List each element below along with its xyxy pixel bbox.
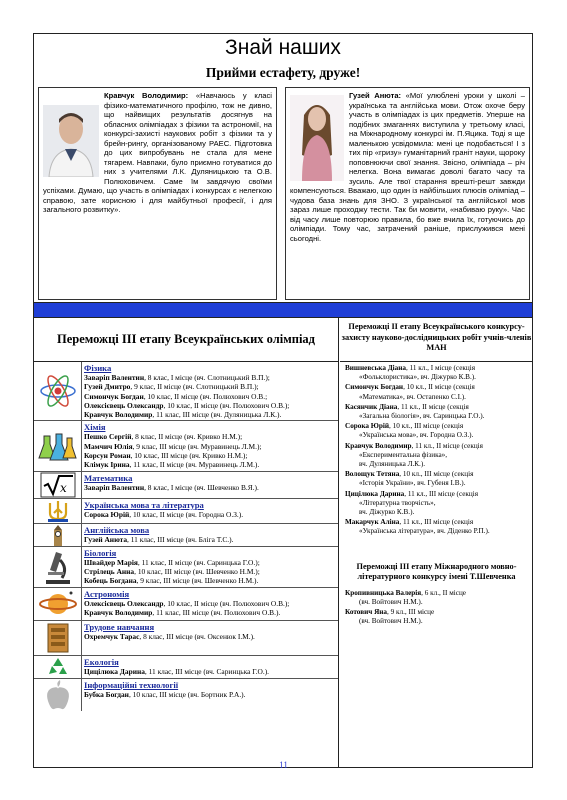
winner-details: , 11 кл., ІІ місце (секція (397, 402, 469, 411)
winner-section: «Експериментальна фізика», (359, 450, 448, 459)
winner-entry (84, 483, 335, 492)
subject-entries (82, 588, 338, 620)
subject-row (34, 362, 338, 421)
subject-row (34, 621, 338, 656)
winner-name: Заваріп Валентин (84, 373, 145, 382)
winner-section: (вч. Войтович Н.М.). (359, 597, 423, 606)
man-winner-entry (345, 442, 528, 470)
man-winner-entry (345, 470, 528, 488)
winner-entry (84, 451, 335, 460)
subject-name: Хімія (84, 422, 106, 433)
subject-row (34, 547, 338, 588)
winner-name: Гузей Дмитро (84, 382, 131, 392)
winner-details: , 8 клас, ІІ місце (вч. Кривко Н.М.); (131, 432, 243, 442)
winner-name: Цицілюка Дарина (345, 489, 405, 498)
man-winner-entry (345, 608, 528, 626)
winner-details: , 11 клас, ІІІ місце (вч. Дуляницька Л.К.). (152, 410, 282, 420)
winner-entry (84, 442, 335, 451)
subject-row (34, 421, 338, 471)
winner-name: Касянчик Діана (345, 402, 398, 411)
winner-details: , 9 клас, ІІІ місце (вч. Муравинець Л.М.); (132, 441, 262, 451)
winner-name: Цицілюка Дарина (84, 666, 145, 676)
planet-icon (34, 588, 82, 620)
winner-details: , 8 клас, ІІІ місце (вч. Оксенюк І.М.). (139, 631, 255, 641)
winner-details: , 9 клас, ІІІ місце (вч. Шевченко Н.М.). (136, 576, 259, 586)
winner-details: , 10 клас, ІІІ місце (вч. Шевченко Н.М.); (134, 566, 260, 576)
man-winner-entry (345, 403, 528, 421)
subject-row (34, 679, 338, 711)
winner-details: , 11 клас, ІІІ місце (вч. Полюхович О.В.). (152, 607, 281, 617)
winner-name: Кравчук Володимир (345, 441, 412, 450)
recycle-icon (34, 656, 82, 678)
man-winner-entry (345, 490, 528, 518)
subject-row (34, 472, 338, 499)
winner-details: , 6 кл., ІІ місце (421, 588, 466, 597)
winner-entry (84, 410, 335, 419)
student-photo-kravchuk (43, 105, 99, 177)
winner-name: Корсун Роман (84, 451, 131, 461)
winner-details: , 11 клас, ІІ місце (вч. Саринцька Г.О.); (137, 557, 260, 567)
winner-name: Котович Яна (345, 608, 388, 617)
shevchenko-contest-header: Переможці ІІІ етапу Міжнародного мовно-літературного конкурсу імені Т.Шевченка (356, 561, 517, 582)
winner-section: вч. Діжурко К.В.). (359, 508, 415, 517)
winner-details: , 10 клас, ІІ місце (вч. Полюхович О.В.); (163, 598, 290, 608)
winner-name: Пешко Сергій (84, 432, 132, 442)
atom-icon (34, 362, 82, 420)
winner-name: Охремчук Тарас (84, 631, 140, 641)
winner-section: «Історія України», вч. Губеня І.В.). (359, 479, 466, 488)
winner-name: Сорока Юрій (84, 509, 130, 519)
winner-details: , 9 кл., ІІІ місце (387, 608, 435, 617)
winner-name: Гузей Анюта (84, 534, 128, 544)
subject-name: Астрономія (84, 588, 130, 599)
student-photo-guzei (290, 95, 344, 181)
winner-name: Кобець Богдана (84, 576, 137, 586)
winner-name: Кропивницька Валерія (345, 588, 422, 597)
man-winner-entry (345, 364, 528, 382)
subject-row (34, 588, 338, 621)
winner-entry (84, 382, 335, 391)
winner-entry (84, 401, 335, 410)
trident-icon (34, 499, 82, 523)
winner-details: , 10 клас, ІІ місце (вч. Полюхович О.В.); (163, 400, 290, 410)
winner-details: , 10 кл., ІІІ місце (секція (399, 470, 474, 479)
subject-name: Математика (84, 472, 133, 483)
subject-name: Англійська мова (84, 524, 150, 535)
winner-name: Вишневська Діана (345, 364, 406, 372)
winner-section: вч. Дуляницька Л.К.). (359, 460, 426, 469)
bigben-icon (34, 524, 82, 546)
winner-section: «Українська література», вч. Діденко Р.П.). (359, 527, 490, 536)
blue-divider-band (33, 303, 533, 317)
know-ours-section (33, 33, 533, 303)
profile-quote-kravchuk: «Навчаюсь у класі фізико-математичного профілю, тож не дивно, що найвищих результатів досягнув на обласних олімпіадах з фізики та астрономії, на конкурсі-захисті наукових робіт з фізики та у брейн-рингу, організованому РАЕС. Підготовка до цих випробувань не стала для мене тягарем. Навпаки, було приємно готуватися до них з учителями Л.К. Дуляницькою та О.В. Полюховичем. Саме їм завдячую своїми успіхами. Думаю, що участь в олімпіадах і конкурсах є нелегкою справою, зате корисною і для майбутньої професії, і для загального розвитку». (43, 91, 272, 214)
winner-section: «Українська мова», вч. Городна О.З.). (359, 431, 474, 440)
winner-section: «Загальна біологія», вч. Саринцька Г.О.). (359, 412, 485, 421)
winner-details: , 10 клас, ІІ місце (вч. Полюхович О.В.; (143, 391, 268, 401)
winners-table (33, 317, 533, 768)
winner-details: , 10 клас, ІІІ місце (вч. Кривко Н.М.); (130, 451, 248, 461)
man-winner-entry (345, 589, 528, 607)
sqrt-icon (34, 472, 82, 498)
flask-icon (34, 421, 82, 470)
man-winners-header: Переможці ІІ етапу Всеукраїнського конкурсу-захисту науково-дослідницьких робіт учнів-членів МАН (340, 318, 533, 362)
winner-section: «Математика», вч. Остапенко С.І.). (359, 392, 466, 401)
winner-details: , 8 клас, І місце (вч. Слотницький В.П.); (144, 373, 270, 382)
profile-name-kravchuk: Кравчук Володимир: (104, 91, 189, 100)
winner-details: , 11 кл., ІІ місце (секція (411, 441, 483, 450)
subject-row (34, 524, 338, 547)
winner-name: Клімук Ірина (84, 460, 130, 470)
winner-entry (84, 432, 335, 441)
winner-name: Заваріп Валентин (84, 482, 145, 492)
winner-name: Макарчук Аліна (345, 518, 400, 527)
page-number: 11 (279, 760, 288, 770)
winner-entry (84, 567, 335, 576)
man-winners-column (340, 318, 533, 767)
winner-details: , 11 клас, ІІІ місце (вч. Саринцька Г.О.). (144, 666, 270, 676)
winner-name: Симончук Богдан (84, 391, 144, 401)
apple-icon (34, 679, 82, 711)
subject-entries (82, 621, 338, 655)
olympiad-winners-column (34, 318, 339, 767)
winner-details: , 9 клас, ІІ місце (вч. Слотницький В.П.); (130, 382, 259, 392)
winner-details: , 10 клас, ІІІ місце (вч. Бортник Р.А.). (128, 689, 246, 699)
winner-entry (84, 558, 335, 567)
subject-entries (82, 362, 338, 420)
winner-entry (84, 608, 335, 617)
winner-name: Кравчук Володимир (84, 410, 153, 420)
man-winner-entry (345, 383, 528, 401)
man-winner-entry (345, 422, 528, 440)
winner-name: Олексієвець Олександр (84, 598, 164, 608)
winner-name: Сорока Юрій (345, 422, 390, 431)
winner-name: Швайдер Марія (84, 557, 138, 567)
winner-section: «Фольклористика», вч. Діжурко К.В.). (359, 373, 476, 382)
winner-name: Волощук Тетяна (345, 470, 400, 479)
subject-entries (82, 499, 338, 523)
winner-name: Мамчич Юлія (84, 441, 133, 451)
winner-entry (84, 373, 335, 382)
profile-name-guzei: Гузей Анюта: (349, 91, 402, 100)
man-winners-list (340, 362, 533, 540)
subject-entries (82, 547, 338, 587)
winner-entry (84, 392, 335, 401)
subject-entries (82, 524, 338, 546)
subject-name: Українська мова та література (84, 499, 204, 510)
subject-name: Екологія (84, 656, 119, 667)
winner-details: , 10 кл., ІІ місце (секція (403, 383, 475, 392)
winner-details: , 10 клас, ІІ місце (вч. Городна О.З.). (129, 509, 244, 519)
svg-text:x: x (59, 480, 67, 495)
page-subtitle: Прийми естафету, друже! (205, 65, 361, 80)
winner-name: Симончук Богдан (345, 383, 404, 392)
winner-entry (84, 690, 335, 699)
microscope-icon (34, 547, 82, 587)
subject-row (34, 499, 338, 524)
winner-details: , 11 кл., ІІІ місце (секція (399, 518, 474, 527)
winner-details: , 11 клас, ІІІ місце (вч. Бліга Т.С.). (127, 534, 234, 544)
winner-entry (84, 510, 335, 519)
winner-entry (84, 535, 335, 544)
shevchenko-winners-list (340, 587, 533, 630)
winner-name: Бубка Богдан (84, 689, 129, 699)
winner-details: , 10 кл., ІІІ місце (секція (389, 422, 464, 431)
man-winner-entry (345, 518, 528, 536)
winner-entry (84, 576, 335, 585)
profile-card-kravchuk (38, 87, 277, 300)
subject-entries (82, 472, 338, 498)
page-title: Знай наших (225, 36, 341, 59)
subject-row (34, 656, 338, 679)
winner-details: , 8 клас, І місце (вч. Шевченко В.Я.). (144, 482, 259, 492)
winner-entry (84, 667, 335, 676)
winner-details: , 11 кл., ІІІ місце (секція (404, 489, 479, 498)
winner-entry (84, 599, 335, 608)
subject-name: Біологія (84, 547, 117, 558)
winner-name: Олексієвець Олександр (84, 400, 164, 410)
subject-entries (82, 421, 338, 470)
winner-name: Кравчук Володимир (84, 607, 153, 617)
winner-section: (вч. Войтович Н.М.). (359, 617, 423, 626)
profile-card-guzei (285, 87, 530, 300)
subject-entries (82, 679, 338, 711)
winner-entry (84, 460, 335, 469)
profile-quote-guzei: «Мої улюблені уроки у школі – українська та англійська мови. Отож охоче беру участь в олімпіадах із цих предметів. Уперше на подібних змаганнях виступила у третьому класі, на Міжнародному конкурсі ім. П.Яцика. Тоді я ще маленькою усвідомила: мені це подобається! І з тих пір «гризу» гуманітарний граніт науки, щороку поповнюючи свої знання. Звісно, олімпіада – річ нелегка. Вона вимагає доволі багато часу та зусиль. Але твої старання врешті-решт завжди компенсуються. Вважаю, що один із найбільших плюсів олімпіад – чудова база знань для ЗНО. З української та англійської мов зараз лише проходжу тести. Так би мовити, «набиваю руку». Час від часу лише повторюю правила, бо вже вчила їх, готуючись до олімпіади. Тому час, затрачений раніше, прислужився мені сьогодні. (290, 91, 525, 243)
winner-name: Стрілець Анна (84, 566, 135, 576)
winner-details: , 11 кл., І місце (секція (406, 364, 476, 372)
winner-entry (84, 632, 335, 641)
subject-list (34, 362, 338, 711)
subject-name: Трудове навчання (84, 621, 155, 632)
workbench-icon (34, 621, 82, 655)
subject-entries (82, 656, 338, 678)
winner-section: «Літературна творчість», (359, 498, 436, 507)
olympiad-winners-header: Переможці ІІІ етапу Всеукраїнських олімпіад (34, 318, 338, 362)
subject-name: Фізика (84, 363, 112, 373)
page (33, 33, 533, 768)
winner-details: , 11 клас, ІІ місце (вч. Муравинець Л.М.). (129, 460, 260, 470)
subject-name: Інформаційні технології (84, 679, 179, 690)
